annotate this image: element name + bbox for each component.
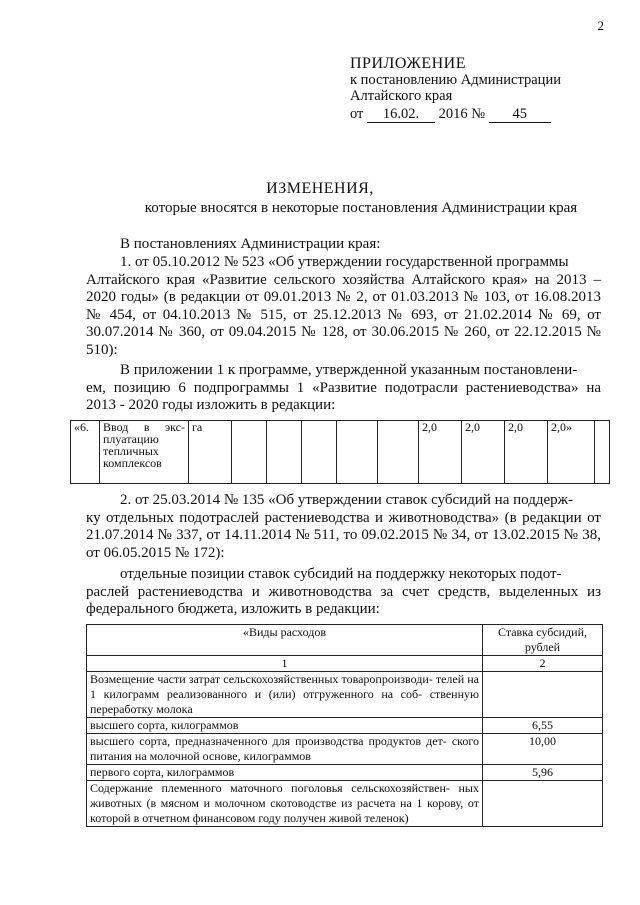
item2b-first-line: отдельные позиции ставок субсидий на поддержку некоторых подот- bbox=[120, 566, 562, 582]
item1-paragraph bbox=[86, 254, 601, 359]
item2-rest: ку отдельных подотраслей растениеводства и животноводства» (в редакции от 21.07.2014 № 337, от 14.11.2014 № 511, то 09.02.2015 № 34, от 13.02.2015 № 38, от 06.05.2015 № 172): bbox=[86, 509, 601, 561]
item2b-paragraph bbox=[86, 566, 601, 619]
row-value: 5,96 bbox=[483, 765, 603, 781]
intro-paragraph: В постановлениях Администрации края: bbox=[120, 236, 381, 252]
year: 2016 bbox=[438, 106, 468, 122]
item2b-rest: раслей растениеводства и животноводства за счет средств, выделенных из федерального бюджета, изложить в редакции: bbox=[86, 583, 601, 617]
table-header-row bbox=[87, 625, 603, 656]
table-row bbox=[87, 672, 603, 718]
empty-cell bbox=[232, 421, 267, 484]
table-colnum-row bbox=[87, 656, 603, 672]
value-cell: 2,0» bbox=[548, 421, 595, 484]
row-value bbox=[483, 781, 603, 827]
row-label: Содержание племенного маточного поголовья сельскохозяйствен- ных животных (в мясном и молочном скотоводстве из расчета на 1 корову, от которой в отчетном финансовом году получен живой теленок) bbox=[87, 781, 483, 827]
heading: ИЗМЕНЕНИЯ, bbox=[266, 180, 374, 197]
row-label: Возмещение части затрат сельскохозяйственных товаропроизводи- телей на 1 килограмм реализованного и (или) отгруженного на соб- ственную переработку молока bbox=[87, 672, 483, 718]
empty-cell bbox=[595, 421, 610, 484]
appendix-line1: к постановлению Администрации bbox=[350, 72, 561, 88]
colnum-2: 2 bbox=[483, 656, 603, 672]
subheading: которые вносятся в некоторые постановления Администрации края bbox=[144, 200, 578, 216]
number-sign: № bbox=[471, 106, 486, 122]
position-unit: га bbox=[189, 421, 232, 484]
appendix-title: ПРИЛОЖЕНИЕ bbox=[350, 55, 467, 72]
position-number: «6. bbox=[71, 421, 100, 484]
position-name: Ввод в экс- плуатацию тепличных комплексов bbox=[100, 421, 189, 484]
table-row bbox=[87, 734, 603, 765]
row-label: высшего сорта, килограммов bbox=[87, 718, 483, 734]
table-row bbox=[87, 781, 603, 827]
row-label: высшего сорта, предназначенного для производства продуктов дет- ского питания на молочной основе, килограммов bbox=[87, 734, 483, 765]
value-cell: 2,0 bbox=[419, 421, 462, 484]
value-cell: 2,0 bbox=[462, 421, 505, 484]
appendix-line2: Алтайского края bbox=[350, 88, 453, 104]
item1b-first-line: В приложении 1 к программе, утвержденной указанным постановлени- bbox=[120, 362, 578, 378]
header-col1: «Виды расходов bbox=[87, 625, 483, 656]
header-col2: Ставка субсидий, рублей bbox=[483, 625, 603, 656]
empty-cell bbox=[302, 421, 337, 484]
appendix-date-line bbox=[350, 106, 640, 123]
row-value: 6,55 bbox=[483, 718, 603, 734]
date-value: 16.02. bbox=[367, 107, 435, 123]
table-row bbox=[87, 718, 603, 734]
empty-cell bbox=[337, 421, 378, 484]
value-cell: 2,0 bbox=[505, 421, 548, 484]
item1b-paragraph bbox=[86, 362, 601, 415]
item2-first-line: 2. от 25.03.2014 № 135 «Об утверждении ставок субсидий на поддерж- bbox=[120, 492, 573, 508]
page-number: 2 bbox=[597, 18, 604, 33]
table-row bbox=[87, 765, 603, 781]
date-prefix: от bbox=[350, 106, 364, 122]
item1-rest: Алтайского края «Развитие сельского хозяйства Алтайского края» на 2013 – 2020 годы» (в редакции от 09.01.2013 № 2, от 01.03.2013 № 103, от 16.08.2013 № 454, от 04.10.2013 № 515, от 25.12.2013 № 693, от 21.02.2014 № 69, от 30.07.2014 № 360, от 09.04.2015 № 128, от 30.06.2015 № 260, от 22.12.2015 № 510): bbox=[86, 271, 601, 358]
item1-first-line: 1. от 05.10.2012 № 523 «Об утверждении государственной программы bbox=[120, 254, 569, 270]
empty-cell bbox=[378, 421, 419, 484]
table-row bbox=[71, 421, 610, 484]
item2-paragraph bbox=[86, 492, 601, 562]
row-value: 10,00 bbox=[483, 734, 603, 765]
row-value bbox=[483, 672, 603, 718]
subsidy-table bbox=[86, 624, 603, 827]
empty-cell bbox=[267, 421, 302, 484]
appendix-block bbox=[350, 56, 640, 123]
program-table bbox=[70, 420, 610, 484]
number-value: 45 bbox=[489, 107, 551, 123]
item1b-rest: ем, позицию 6 подпрограммы 1 «Развитие подотрасли растениеводства» на 2013 - 2020 годы изложить в редакции: bbox=[86, 379, 601, 413]
row-label: первого сорта, килограммов bbox=[87, 765, 483, 781]
colnum-1: 1 bbox=[87, 656, 483, 672]
